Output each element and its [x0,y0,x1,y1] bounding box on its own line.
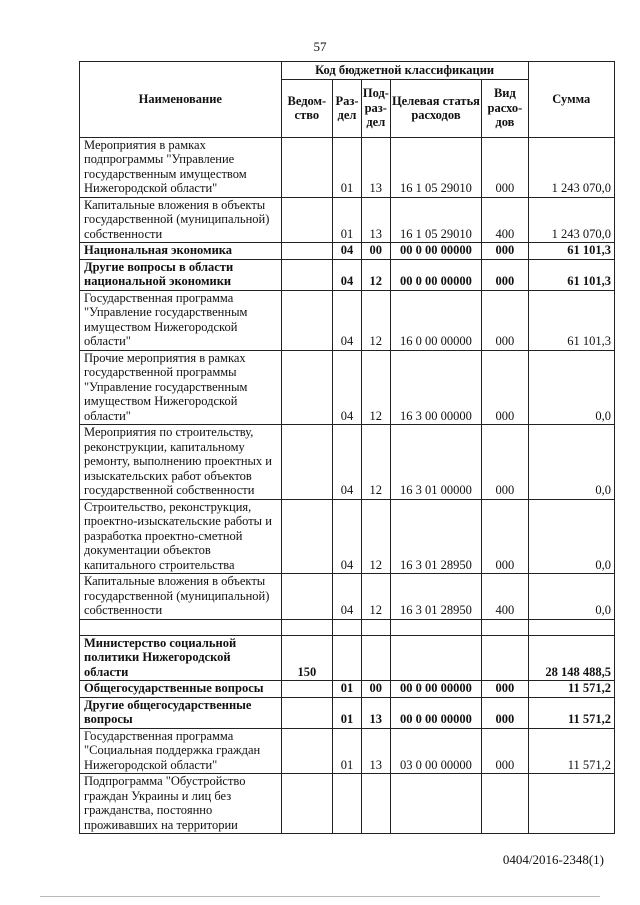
table-row [80,243,615,260]
table-row [80,681,615,698]
row-celevaya: 00 0 00 00000 [390,259,482,290]
row-celevaya: 16 3 00 00000 [390,350,482,425]
budget-table [79,61,615,834]
table-body [80,137,615,834]
row-name: Капитальные вложения в объекты государственной (муниципальной) собственности [80,574,282,620]
row-celevaya: 16 0 00 00000 [390,290,482,350]
table-row [80,290,615,350]
row-razdel [333,619,362,635]
table-row [80,499,615,574]
row-razdel [333,635,362,681]
row-sum: 11 571,2 [528,697,614,728]
row-podrazdel: 13 [361,137,390,197]
row-sum: 61 101,3 [528,259,614,290]
header-vid-raskhodov: Вид расхо-дов [482,79,528,137]
row-razdel: 01 [333,137,362,197]
row-razdel: 04 [333,425,362,500]
row-celevaya: 03 0 00 00000 [390,728,482,774]
row-podrazdel: 13 [361,728,390,774]
row-name: Министерство социальной политики Нижегородской области [80,635,282,681]
header-celevaya-statya: Целевая статья расходов [390,79,482,137]
row-vid: 000 [482,499,528,574]
row-sum: 1 243 070,0 [528,197,614,243]
row-vedomstvo [281,259,332,290]
row-vid: 000 [482,697,528,728]
row-name: Мероприятия в рамках подпрограммы "Управление государственным имуществом Нижегородской области" [80,137,282,197]
row-vid: 000 [482,681,528,698]
row-vedomstvo [281,350,332,425]
row-name: Прочие мероприятия в рамках государственной программы "Управление государственным имуществом Нижегородской области" [80,350,282,425]
page-number: 57 [313,39,327,54]
row-razdel: 01 [333,197,362,243]
row-name: Национальная экономика [80,243,282,260]
header-razdel: Раз-дел [333,79,362,137]
row-vedomstvo [281,619,332,635]
table-row [80,425,615,500]
row-name: Подпрограмма "Обустройство граждан Украины и лиц без гражданства, постоянно проживавших на территории [80,774,282,834]
row-podrazdel: 12 [361,350,390,425]
table-row [80,728,615,774]
row-sum: 0,0 [528,499,614,574]
table-row [80,259,615,290]
row-sum [528,774,614,834]
row-razdel: 01 [333,681,362,698]
row-podrazdel: 12 [361,290,390,350]
row-razdel: 04 [333,499,362,574]
row-celevaya: 16 1 05 29010 [390,137,482,197]
row-celevaya: 16 1 05 29010 [390,197,482,243]
row-razdel: 04 [333,350,362,425]
row-vid: 000 [482,137,528,197]
row-vedomstvo [281,197,332,243]
row-name: Другие вопросы в области национальной экономики [80,259,282,290]
table-row [80,635,615,681]
row-podrazdel: 13 [361,697,390,728]
header-name: Наименование [80,62,282,138]
row-celevaya: 16 3 01 28950 [390,574,482,620]
row-name: Государственная программа "Социальная поддержка граждан Нижегородской области" [80,728,282,774]
row-sum: 1 243 070,0 [528,137,614,197]
row-vid: 000 [482,243,528,260]
row-celevaya: 16 3 01 28950 [390,499,482,574]
row-razdel: 01 [333,697,362,728]
row-podrazdel: 00 [361,681,390,698]
row-podrazdel: 00 [361,243,390,260]
row-razdel [333,774,362,834]
row-sum: 28 148 488,5 [528,635,614,681]
row-name: Общегосударственные вопросы [80,681,282,698]
row-celevaya: 00 0 00 00000 [390,681,482,698]
row-podrazdel: 12 [361,574,390,620]
row-sum: 11 571,2 [528,681,614,698]
table-row [80,774,615,834]
row-razdel: 01 [333,728,362,774]
page-bottom-rule [40,896,600,897]
row-vedomstvo [281,137,332,197]
row-sum: 0,0 [528,425,614,500]
row-vedomstvo [281,697,332,728]
row-name: Капитальные вложения в объекты государственной (муниципальной) собственности [80,197,282,243]
row-razdel: 04 [333,290,362,350]
row-podrazdel: 13 [361,197,390,243]
table-row [80,350,615,425]
row-sum: 11 571,2 [528,728,614,774]
row-razdel: 04 [333,259,362,290]
row-name: Строительство, реконструкция, проектно-изыскательские работы и разработка проектно-сметной документации объектов капитального строительства [80,499,282,574]
row-vid: 000 [482,259,528,290]
row-podrazdel [361,635,390,681]
row-celevaya [390,635,482,681]
row-celevaya: 16 3 01 00000 [390,425,482,500]
row-vid: 000 [482,350,528,425]
row-vid: 000 [482,290,528,350]
row-vid: 000 [482,425,528,500]
row-vedomstvo [281,728,332,774]
row-vid [482,774,528,834]
row-razdel: 04 [333,243,362,260]
row-vedomstvo [281,574,332,620]
row-vedomstvo: 150 [281,635,332,681]
row-sum: 61 101,3 [528,290,614,350]
row-razdel: 04 [333,574,362,620]
row-celevaya: 00 0 00 00000 [390,697,482,728]
row-vid: 400 [482,197,528,243]
row-vid: 400 [482,574,528,620]
row-name: Государственная программа "Управление государственным имуществом Нижегородской области" [80,290,282,350]
header-classification-code: Код бюджетной классификации [281,62,528,80]
row-vedomstvo [281,425,332,500]
table-row-empty [80,619,615,635]
row-sum: 61 101,3 [528,243,614,260]
header-vedomstvo: Ведом-ство [281,79,332,137]
row-podrazdel [361,774,390,834]
row-celevaya: 00 0 00 00000 [390,243,482,260]
row-vid [482,635,528,681]
row-name [80,619,282,635]
row-celevaya [390,619,482,635]
header-sum: Сумма [528,62,614,138]
row-celevaya [390,774,482,834]
document-code: 0404/2016-2348(1) [502,852,604,867]
row-name: Мероприятия по строительству, реконструкции, капитальному ремонту, выполнению проектных и изыскательских работ объектов государственной собственности [80,425,282,500]
row-vedomstvo [281,243,332,260]
row-sum [528,619,614,635]
row-vid: 000 [482,728,528,774]
row-vedomstvo [281,774,332,834]
header-podrazdel: Под-раз-дел [361,79,390,137]
row-name: Другие общегосударственные вопросы [80,697,282,728]
table-row [80,197,615,243]
row-podrazdel: 12 [361,499,390,574]
row-vid [482,619,528,635]
row-sum: 0,0 [528,350,614,425]
row-vedomstvo [281,290,332,350]
row-podrazdel: 12 [361,425,390,500]
table-row [80,574,615,620]
table-row [80,137,615,197]
row-podrazdel [361,619,390,635]
row-vedomstvo [281,681,332,698]
row-vedomstvo [281,499,332,574]
row-podrazdel: 12 [361,259,390,290]
row-sum: 0,0 [528,574,614,620]
table-row [80,697,615,728]
